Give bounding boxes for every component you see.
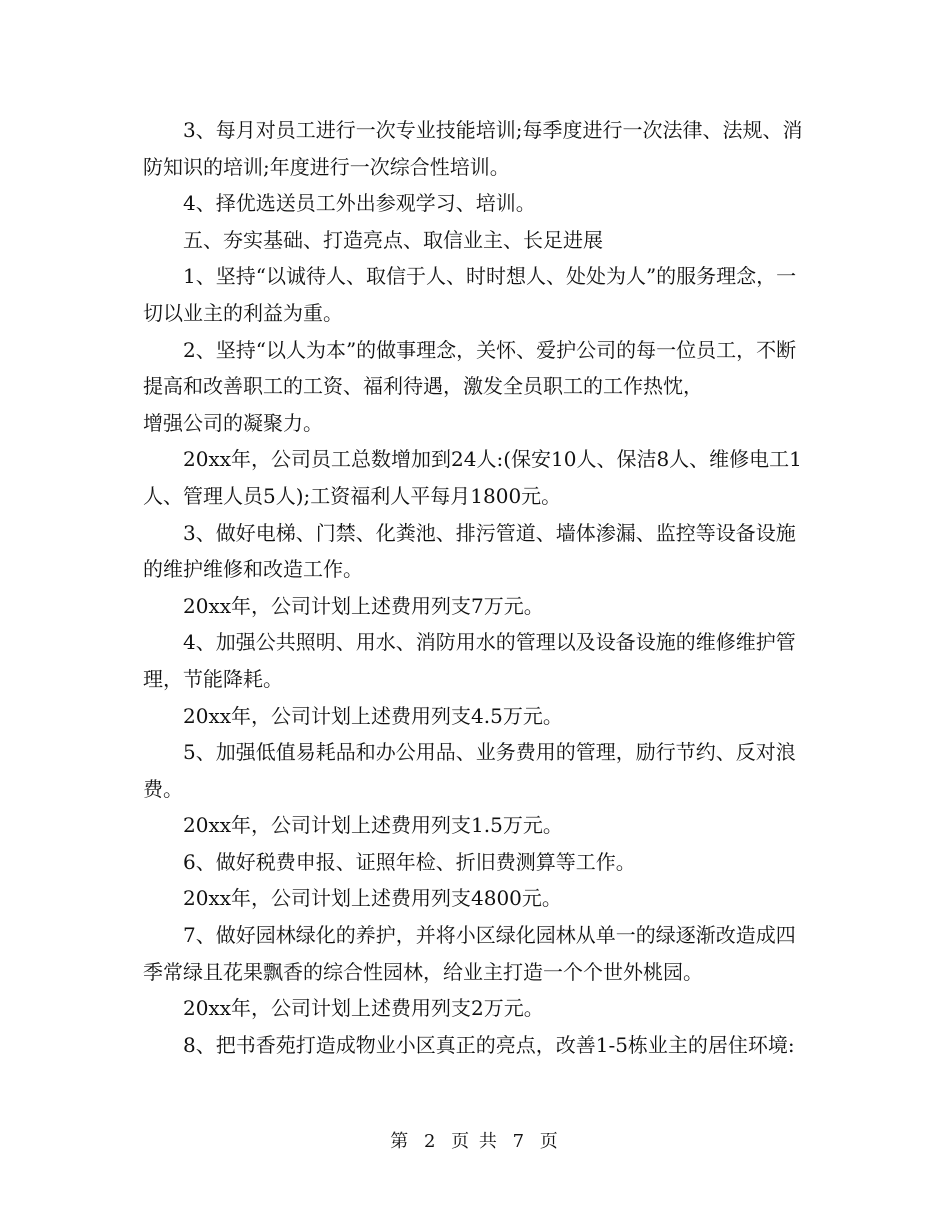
- paragraph-tax-filing: 6、做好税费申报、证照年检、折旧费测算等工作。: [183, 849, 636, 874]
- paragraph-shuxiangyuan: 8、把书香苑打造成物业小区真正的亮点，改善1-5栋业主的居住环境:: [183, 1032, 795, 1057]
- paragraph-public-utilities: 4、加强公共照明、用水、消防用水的管理以及设备设施的维修维护管理，节能降耗。: [143, 630, 796, 691]
- paragraph-training-schedule: 3、每月对员工进行一次专业技能培训;每季度进行一次法律、法规、消防知识的培训;年度进行一次综合性培训。: [143, 118, 803, 179]
- footer-middle: 页 共: [451, 1131, 499, 1152]
- paragraph-equipment-maintenance: 3、做好电梯、门禁、化粪池、排污管道、墙体渗漏、监控等设备设施的维护维修和改造工作。: [143, 520, 796, 582]
- paragraph-people-first: 2、坚持“以人为本”的做事理念，关怀、爱护公司的每一位员工，不断提高和改善职工的工资、福利待遇，激发全员职工的工作热忱，: [143, 337, 797, 399]
- footer-total-pages: 7: [512, 1131, 527, 1152]
- paragraph-cohesion: 增强公司的凝聚力。: [143, 410, 323, 435]
- paragraph-budget-tax: 20xx年，公司计划上述费用列支4800元。: [183, 886, 562, 911]
- paragraph-budget-utilities: 20xx年，公司计划上述费用列支4.5万元。: [183, 703, 563, 728]
- paragraph-budget-consumables: 20xx年，公司计划上述费用列支1.5万元。: [183, 813, 563, 838]
- paragraph-budget-landscaping: 20xx年，公司计划上述费用列支2万元。: [183, 996, 544, 1021]
- footer-prefix: 第: [390, 1131, 411, 1152]
- footer-page-number: 2: [423, 1131, 438, 1152]
- page-footer: [0, 1127, 950, 1153]
- paragraph-landscaping: 7、做好园林绿化的养护，并将小区绿化园林从单一的绿逐渐改造成四季常绿且花果飘香的综合性园林，给业主打造一个个世外桃园。: [143, 923, 796, 984]
- paragraph-consumables: 5、加强低值易耗品和办公用品、业务费用的管理，励行节约、反对浪费。: [143, 740, 796, 801]
- footer-suffix: 页: [539, 1131, 560, 1152]
- paragraph-staff-count: 20xx年，公司员工总数增加到24人:(保安10人、保洁8人、维修电工1人、管理人员5人);工资福利人平每月1800元。: [143, 447, 802, 508]
- paragraph-external-training: 4、择优选送员工外出参观学习、培训。: [183, 191, 536, 216]
- document-body: [143, 112, 813, 1063]
- section-heading-five: 五、夯实基础、打造亮点、取信业主、长足进展: [183, 227, 603, 252]
- paragraph-budget-equipment: 20xx年，公司计划上述费用列支7万元。: [183, 593, 544, 618]
- paragraph-service-philosophy: 1、坚持“以诚待人、取信于人、时时想人、处处为人”的服务理念，一切以业主的利益为重。: [143, 264, 797, 325]
